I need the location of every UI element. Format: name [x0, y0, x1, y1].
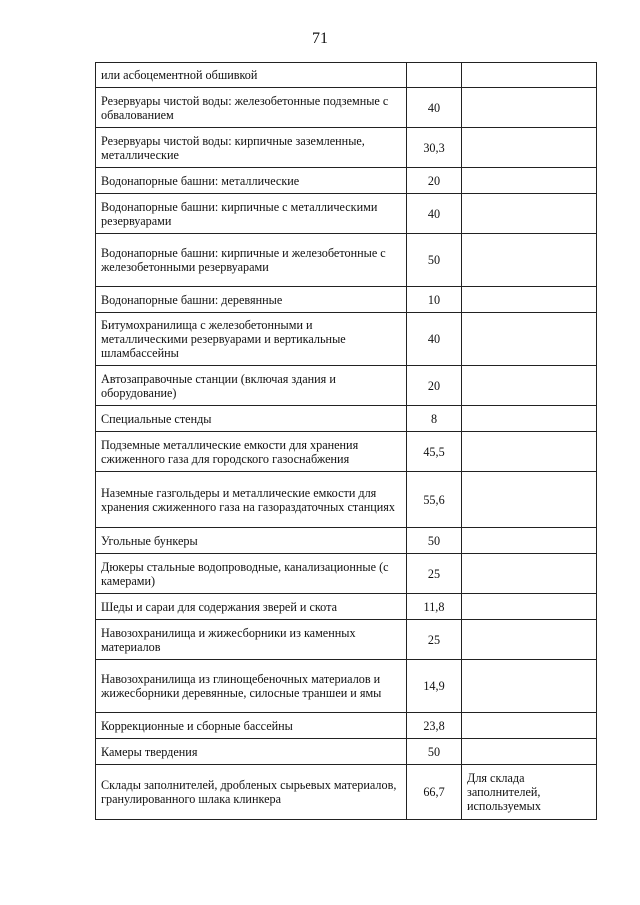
depreciation-table: [95, 62, 597, 820]
row-name: Камеры твердения: [96, 739, 407, 765]
row-note: [462, 313, 597, 366]
row-value: 50: [407, 528, 462, 554]
row-value: 11,8: [407, 594, 462, 620]
row-note: [462, 432, 597, 472]
table-row: [96, 554, 597, 594]
row-note: [462, 63, 597, 88]
row-name: Наземные газгольдеры и металлические емкости для хранения сжиженного газа на газораздаточных станциях: [96, 472, 407, 528]
table-row: [96, 168, 597, 194]
row-value: 40: [407, 313, 462, 366]
row-value: 50: [407, 234, 462, 287]
row-note: [462, 128, 597, 168]
row-name: Дюкеры стальные водопроводные, канализационные (с камерами): [96, 554, 407, 594]
row-value: 25: [407, 620, 462, 660]
row-note: [462, 528, 597, 554]
row-name: Автозаправочные станции (включая здания и оборудование): [96, 366, 407, 406]
row-note: [462, 366, 597, 406]
row-note: [462, 194, 597, 234]
row-value: 10: [407, 287, 462, 313]
row-note: [462, 660, 597, 713]
row-name: Водонапорные башни: кирпичные и железобетонные с железобетонными резервуарами: [96, 234, 407, 287]
table-row: [96, 594, 597, 620]
row-name: Резервуары чистой воды: железобетонные подземные с обвалованием: [96, 88, 407, 128]
row-name: или асбоцементной обшивкой: [96, 63, 407, 88]
row-value: 14,9: [407, 660, 462, 713]
table-row: [96, 528, 597, 554]
row-note: [462, 472, 597, 528]
row-note: [462, 168, 597, 194]
table-row: [96, 406, 597, 432]
table-row: [96, 765, 597, 820]
row-value: 55,6: [407, 472, 462, 528]
row-name: Битумохранилища с железобетонными и металлическими резервуарами и вертикальные шламбассейны: [96, 313, 407, 366]
table-row: [96, 432, 597, 472]
row-name: Шеды и сараи для содержания зверей и скота: [96, 594, 407, 620]
row-name: Навозохранилища и жижесборники из каменных материалов: [96, 620, 407, 660]
row-note: [462, 234, 597, 287]
row-value: 50: [407, 739, 462, 765]
row-note: [462, 594, 597, 620]
row-name: Угольные бункеры: [96, 528, 407, 554]
row-name: Подземные металлические емкости для хранения сжиженного газа для городского газоснабжения: [96, 432, 407, 472]
row-value: 23,8: [407, 713, 462, 739]
table-row: [96, 234, 597, 287]
table-row: [96, 287, 597, 313]
row-note: [462, 739, 597, 765]
row-note: [462, 88, 597, 128]
row-name: Коррекционные и сборные бассейны: [96, 713, 407, 739]
row-name: Водонапорные башни: деревянные: [96, 287, 407, 313]
row-name: Склады заполнителей, дробленых сырьевых материалов, гранулированного шлака клинкера: [96, 765, 407, 820]
page-number: 71: [312, 30, 328, 47]
row-note: Для склада заполнителей, используемых: [462, 765, 597, 820]
row-value: 40: [407, 88, 462, 128]
row-note: [462, 287, 597, 313]
row-note: [462, 554, 597, 594]
row-note: [462, 620, 597, 660]
row-value: 20: [407, 168, 462, 194]
row-value: 40: [407, 194, 462, 234]
row-value: 66,7: [407, 765, 462, 820]
table-row: [96, 194, 597, 234]
row-name: Навозохранилища из глинощебеночных материалов и жижесборники деревянные, силосные траншеи и ямы: [96, 660, 407, 713]
row-value: 8: [407, 406, 462, 432]
table-row: [96, 313, 597, 366]
row-value: 25: [407, 554, 462, 594]
table-row: [96, 660, 597, 713]
row-name: Водонапорные башни: кирпичные с металлическими резервуарами: [96, 194, 407, 234]
row-value: 30,3: [407, 128, 462, 168]
table-row: [96, 128, 597, 168]
row-note: [462, 713, 597, 739]
row-value: 20: [407, 366, 462, 406]
row-note: [462, 406, 597, 432]
row-name: Резервуары чистой воды: кирпичные заземленные, металлические: [96, 128, 407, 168]
row-value: [407, 63, 462, 88]
row-name: Специальные стенды: [96, 406, 407, 432]
row-value: 45,5: [407, 432, 462, 472]
row-name: Водонапорные башни: металлические: [96, 168, 407, 194]
table-row: [96, 620, 597, 660]
table-row: [96, 739, 597, 765]
table-row: [96, 713, 597, 739]
table-row: [96, 366, 597, 406]
table-row: [96, 472, 597, 528]
table-row: [96, 88, 597, 128]
table-row: [96, 63, 597, 88]
